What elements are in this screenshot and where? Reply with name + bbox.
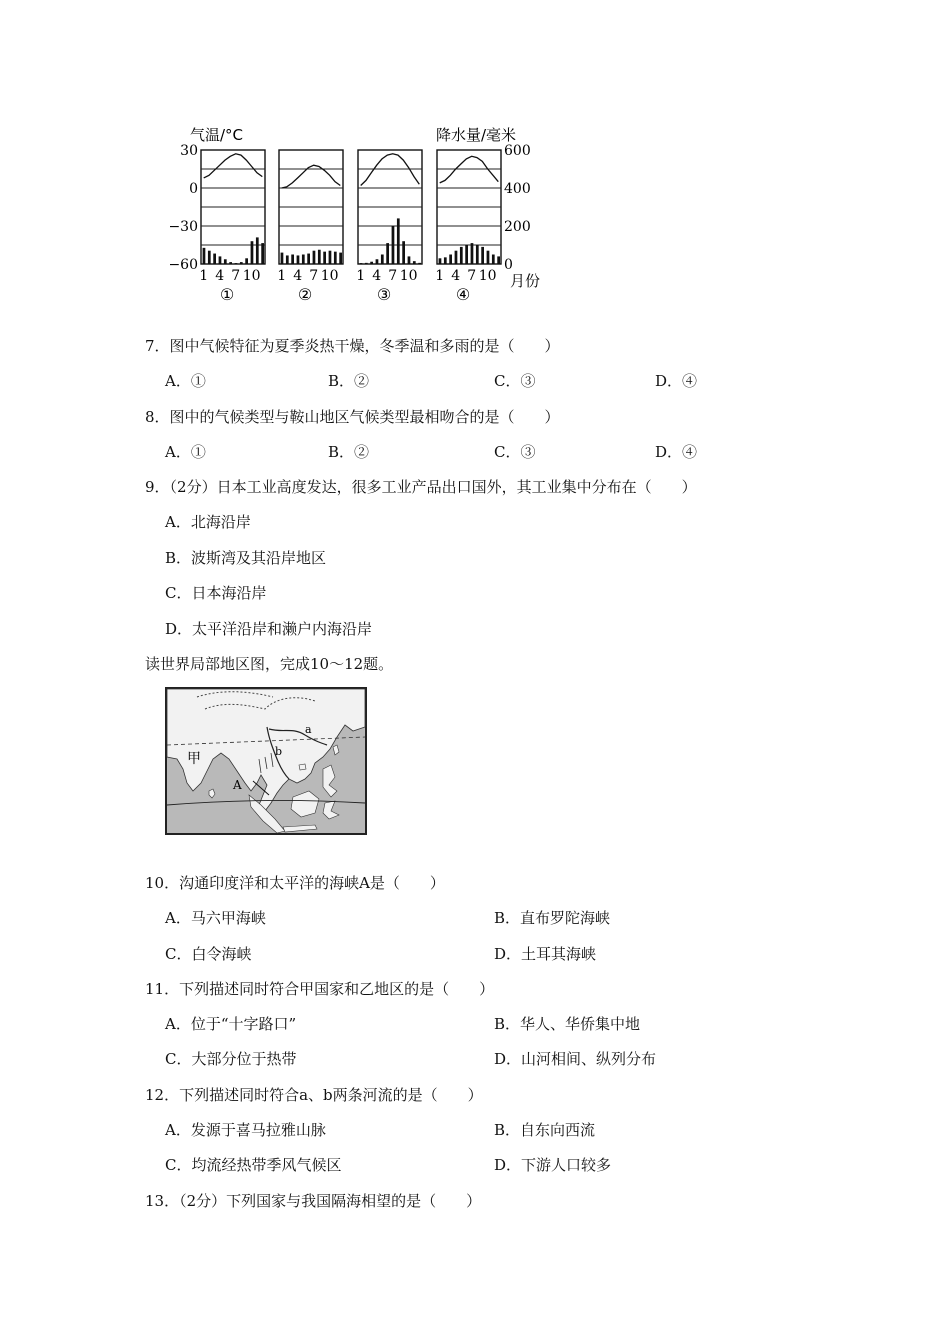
precip-bar [413, 261, 416, 264]
precip-bar [286, 255, 289, 264]
right-tick-label: 600 [504, 143, 531, 159]
right-tick-label: 0 [504, 257, 513, 273]
precip-bar [334, 252, 337, 264]
precip-bar [418, 263, 421, 264]
left-tick-label: −30 [168, 219, 198, 235]
precip-bar [281, 253, 284, 264]
precip-bar [460, 247, 463, 264]
left-tick-label: 0 [189, 181, 198, 197]
precip-bar [256, 237, 259, 264]
precip-bar [307, 254, 310, 264]
precip-bar [203, 248, 206, 264]
precip-bar [224, 259, 227, 264]
month-tick-label: 10 [242, 268, 261, 284]
question-11: 11．下列描述同时符合甲国家和乙地区的是（ ） [145, 980, 495, 998]
precip-bar [492, 255, 495, 265]
q9-option-a[interactable]: A．北海沿岸 [165, 513, 251, 531]
q8-option-b[interactable]: B．② [328, 443, 370, 461]
precip-bar [229, 262, 232, 264]
month-axis-title: 月份 [510, 272, 541, 290]
month-tick-label: 4 [372, 268, 382, 284]
precip-bar [444, 257, 447, 264]
precip-bar [329, 251, 332, 264]
precip-bar [213, 254, 216, 264]
question-13: 13．（2分）下列国家与我国隔海相望的是（ ） [145, 1192, 482, 1210]
left-axis-title: 气温/°C [190, 126, 244, 144]
q7-option-c[interactable]: C．③ [494, 372, 536, 390]
climate-charts [160, 118, 560, 308]
precip-bar [297, 255, 300, 264]
q12-option-a[interactable]: A．发源于喜马拉雅山脉 [165, 1121, 326, 1139]
q12-option-b[interactable]: B．自东向西流 [494, 1121, 596, 1139]
panel-label: ② [297, 285, 313, 304]
precip-bar [397, 218, 400, 264]
precip-bar [245, 258, 248, 264]
q9-option-d[interactable]: D．太平洋沿岸和濑户内海沿岸 [165, 620, 373, 638]
q9-option-c[interactable]: C．日本海沿岸 [165, 584, 267, 602]
precip-bar [235, 263, 238, 264]
left-tick-label: −60 [168, 257, 198, 273]
precip-bar [208, 251, 211, 264]
month-tick-label: 7 [467, 268, 477, 284]
precip-bar [487, 251, 490, 264]
month-tick-label: 7 [231, 268, 241, 284]
month-tick-label: 7 [388, 268, 398, 284]
precip-bar [455, 251, 458, 264]
asia-map [165, 687, 367, 835]
map-label-river-a: a [305, 723, 312, 736]
month-tick-label: 10 [320, 268, 339, 284]
month-tick-label: 10 [478, 268, 497, 284]
q10-option-b[interactable]: B．直布罗陀海峡 [494, 909, 611, 927]
precip-bar [376, 259, 379, 264]
right-axis-title: 降水量/毫米 [436, 126, 517, 144]
precip-bar [471, 243, 474, 264]
precip-bar [386, 243, 389, 264]
panel-label: ③ [376, 285, 392, 304]
question-12: 12．下列描述同时符合a、b两条河流的是（ ） [145, 1086, 483, 1104]
q10-option-c[interactable]: C．白令海峡 [165, 945, 252, 963]
precip-bar [481, 247, 484, 264]
precip-bar [323, 252, 326, 264]
question-8: 8．图中的气候类型与鞍山地区气候类型最相吻合的是（ ） [145, 408, 560, 426]
question-9: 9．（2分）日本工业高度发达，很多工业产品出口国外，其工业集中分布在（ ） [145, 478, 697, 496]
q12-option-d[interactable]: D．下游人口较多 [494, 1156, 612, 1174]
precip-bar [251, 241, 254, 264]
q8-option-d[interactable]: D．④ [655, 443, 698, 461]
precip-bar [449, 255, 452, 265]
precip-bar [402, 241, 405, 264]
precip-bar [339, 253, 342, 264]
panel-label: ④ [455, 285, 471, 304]
q7-option-d[interactable]: D．④ [655, 372, 698, 390]
left-tick-label: 30 [180, 143, 198, 159]
q10-option-d[interactable]: D．土耳其海峡 [494, 945, 597, 963]
precip-bar [313, 251, 316, 264]
precip-bar [408, 256, 411, 264]
map-label-strait-a: A [233, 778, 242, 792]
question-10: 10．沟通印度洋和太平洋的海峡A是（ ） [145, 874, 445, 892]
precip-bar [465, 245, 468, 264]
q8-option-a[interactable]: A．① [165, 443, 206, 461]
month-tick-label: 4 [293, 268, 303, 284]
precip-bar [370, 262, 373, 264]
precip-bar [392, 226, 395, 264]
month-tick-label: 1 [199, 268, 209, 284]
q11-option-a[interactable]: A．位于“十字路口” [165, 1015, 297, 1033]
precip-bar [476, 245, 479, 264]
precip-bar [302, 255, 305, 265]
precip-bar [439, 258, 442, 264]
month-tick-label: 7 [309, 268, 319, 284]
map-instruction: 读世界局部地区图，完成10～12题。 [145, 655, 394, 673]
precip-bar [497, 256, 500, 264]
month-tick-label: 4 [215, 268, 225, 284]
month-tick-label: 10 [399, 268, 418, 284]
q11-option-c[interactable]: C．大部分位于热带 [165, 1050, 297, 1068]
precip-bar [261, 243, 264, 264]
q11-option-d[interactable]: D．山河相间、纵列分布 [494, 1050, 657, 1068]
precip-bar [291, 255, 294, 265]
map-label-river-b: b [275, 745, 283, 758]
q9-option-b[interactable]: B．波斯湾及其沿岸地区 [165, 549, 327, 567]
month-tick-label: 1 [277, 268, 287, 284]
precip-bar [360, 263, 363, 264]
panel-label: ① [219, 285, 235, 304]
precip-bar [318, 250, 321, 264]
precip-bar [240, 262, 243, 264]
q8-option-c[interactable]: C．③ [494, 443, 536, 461]
q12-option-c[interactable]: C．均流经热带季风气候区 [165, 1156, 342, 1174]
map-island-hainan [299, 764, 306, 770]
q11-option-b[interactable]: B．华人、华侨集中地 [494, 1015, 641, 1033]
month-tick-label: 1 [435, 268, 445, 284]
right-tick-label: 200 [504, 219, 531, 235]
precip-bar [365, 263, 368, 264]
q10-option-a[interactable]: A．马六甲海峡 [165, 909, 266, 927]
map-label-jia: 甲 [187, 751, 201, 767]
right-tick-label: 400 [504, 181, 531, 197]
month-tick-label: 1 [356, 268, 366, 284]
question-7: 7．图中气候特征为夏季炎热干燥，冬季温和多雨的是（ ） [145, 337, 560, 355]
month-tick-label: 4 [451, 268, 461, 284]
q7-option-b[interactable]: B．② [328, 372, 370, 390]
q7-option-a[interactable]: A．① [165, 372, 206, 390]
precip-bar [381, 255, 384, 265]
precip-bar [219, 256, 222, 264]
